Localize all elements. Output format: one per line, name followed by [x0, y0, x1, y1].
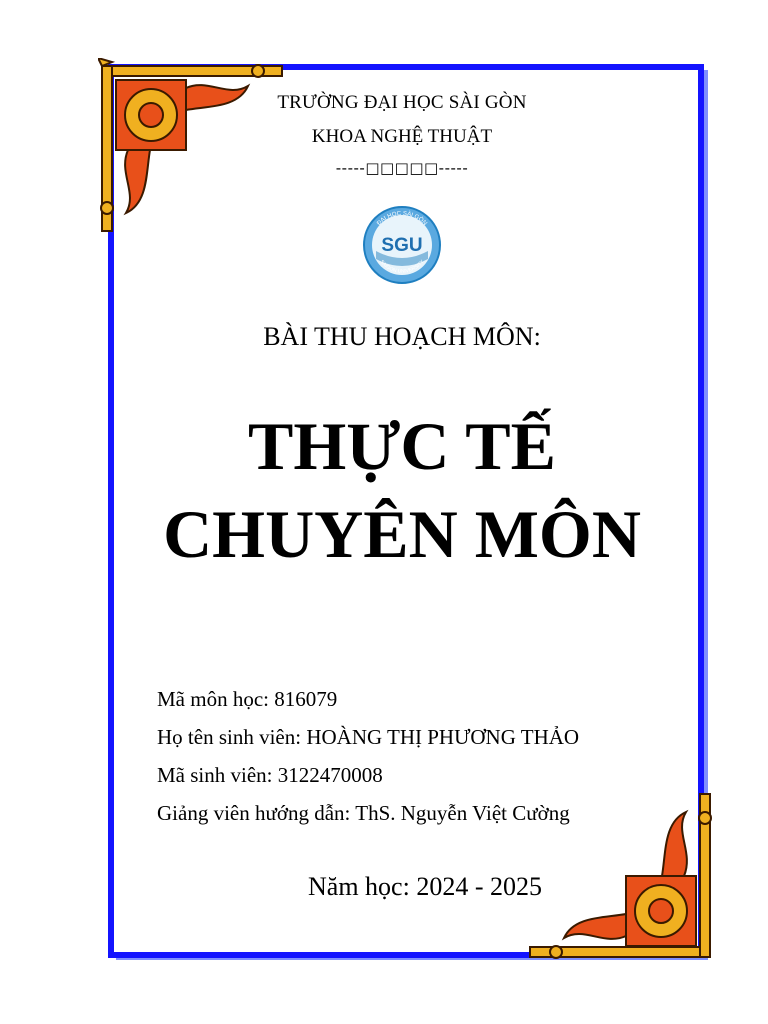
report-subtitle: BÀI THU HOẠCH MÔN:	[263, 322, 541, 351]
student-name: Họ tên sinh viên: HOÀNG THỊ PHƯƠNG THẢO	[157, 725, 580, 749]
university-name: TRƯỜNG ĐẠI HỌC SÀI GÒN	[277, 92, 527, 113]
decorative-divider: -----□□□□□-----	[335, 159, 469, 177]
report-title-line-2: CHUYÊN MÔN	[163, 496, 641, 572]
instructor: Giảng viên hướng dẫn: ThS. Nguyễn Việt Cường	[157, 801, 570, 825]
faculty-name: KHOA NGHỆ THUẬT	[311, 126, 493, 147]
logo-bottom-text: SAIGON UNIVERSITY	[378, 258, 426, 275]
ornament-corner-top-left-icon	[98, 58, 288, 238]
logo-top-text: ĐẠI HỌC SÀI GÒN	[376, 210, 428, 227]
student-id: Mã sinh viên: 3122470008	[157, 763, 383, 787]
academic-year: Năm học: 2024 - 2025	[308, 872, 542, 901]
report-title-line-1: THỰC TẾ	[248, 408, 556, 484]
logo-abbr: SGU	[381, 235, 423, 256]
sgu-logo-icon	[362, 205, 442, 285]
course-code: Mã môn học: 816079	[157, 687, 338, 711]
